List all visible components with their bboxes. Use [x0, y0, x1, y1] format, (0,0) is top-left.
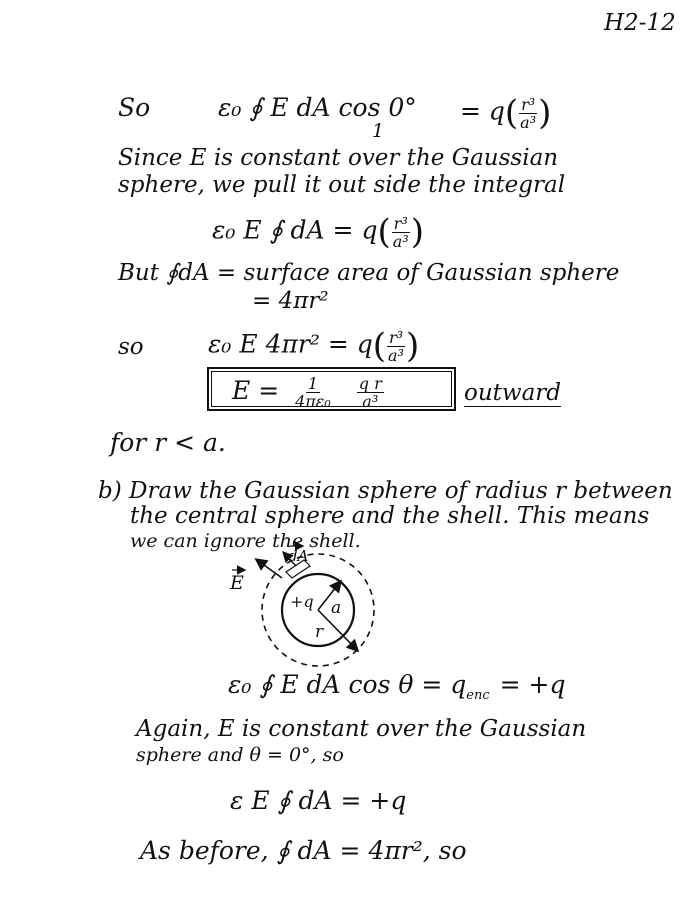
label-radius-r: r [315, 622, 324, 642]
label-dA-vector: dA [288, 547, 309, 565]
so-label-1: So [118, 93, 151, 122]
boxed-result: E = $\frac{1}{\text{4πε₀}}$ $\frac{\text{q r}}{\text{a³}}$ [232, 374, 382, 411]
equation-5: ε E ∮ dA = +q [230, 786, 407, 815]
label-E-vector: E [230, 572, 244, 594]
page-number: H2-12 [604, 10, 676, 36]
part-b-line-2: the central sphere and the shell. This means [130, 503, 650, 529]
equation-3: ε₀ E 4πr² = q( $\frac{\text{r³}}{\text{a³}}$ ) [208, 326, 420, 366]
again-line-2: sphere and θ = 0°, so [136, 744, 344, 766]
label-charge: +q [290, 592, 314, 611]
so-label-2: so [118, 334, 144, 360]
equation-4: ε₀ ∮ E dA $\cos \theta = q_{enc} = +q$ [228, 670, 566, 703]
sphere-line: sphere, we pull it out side the integral [118, 172, 566, 198]
equation-2: ε₀ E ∮ dA = q( $\frac{\text{r³}}{\text{a³}}$ ) [212, 212, 424, 252]
label-radius-a: a [331, 598, 342, 618]
part-b-line-3: we can ignore the shell. [130, 530, 361, 552]
part-b-line-1: b) Draw the Gaussian sphere of radius r between [98, 478, 673, 504]
equation-1-lhs: ε₀ ∮ E dA cos 0° [218, 93, 417, 122]
equation-1-rhs: = q( $\frac{\text{r³}}{\text{a³}}$ ) [460, 93, 552, 133]
since-line: Since E is constant over the Gaussian [118, 145, 559, 171]
but-line: But ∮dA = surface area of Gaussian sphere [118, 260, 620, 286]
electric-field-arrow [257, 560, 282, 578]
for-r-less-than-a: for r < a. [110, 428, 226, 457]
outward-label: outward [464, 380, 562, 406]
again-line-1: Again, E is constant over the Gaussian [136, 716, 587, 742]
equation-1-underbrace-value: 1 [372, 120, 385, 142]
four-pi-r-squared: = 4πr² [252, 288, 329, 314]
as-before-line: As before, ∮ dA = 4πr², so [140, 836, 467, 865]
